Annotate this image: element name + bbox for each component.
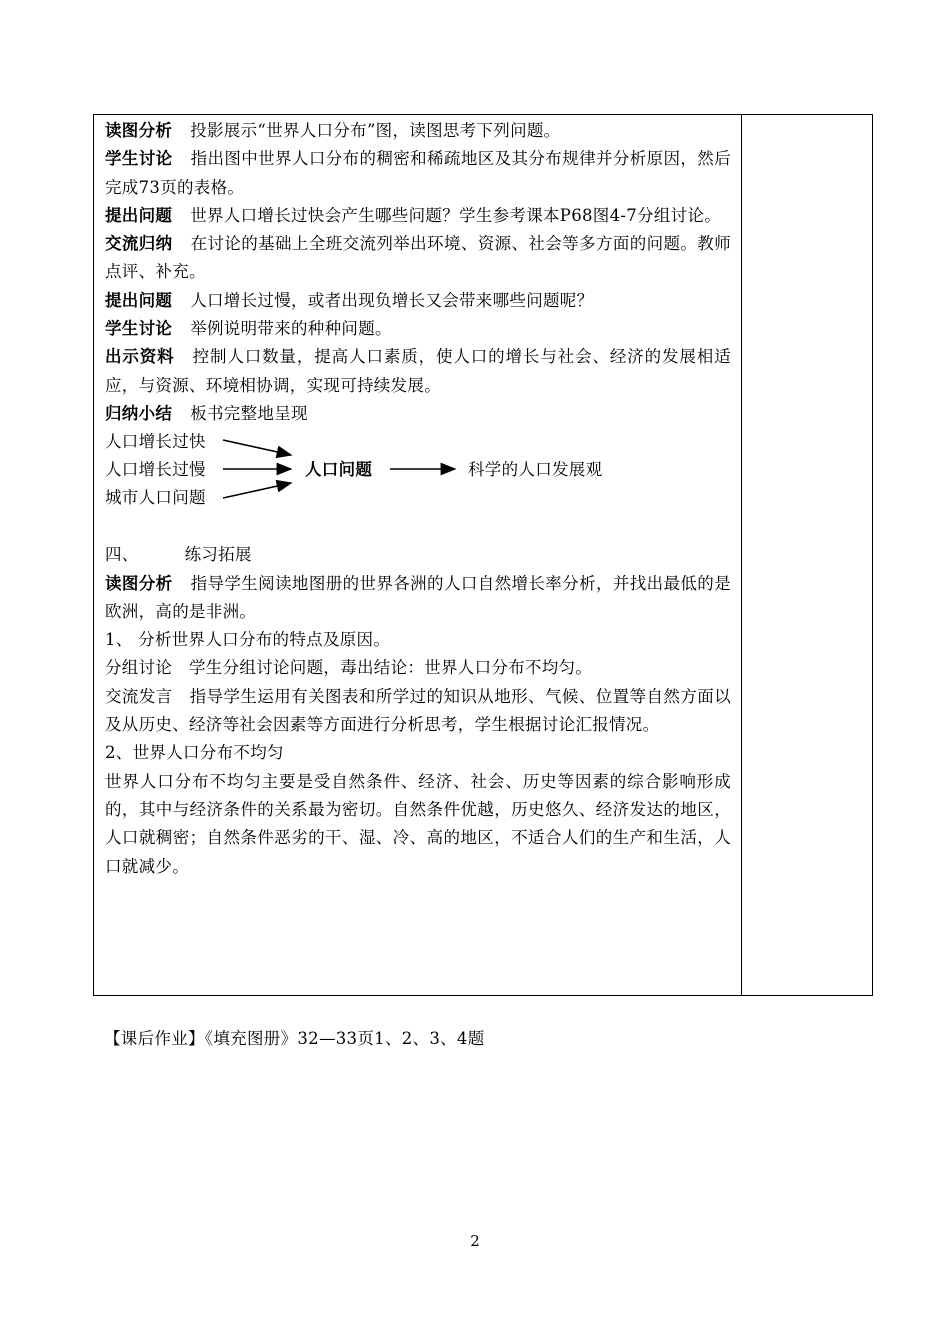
paragraph-text: 投影展示“世界人口分布”图，读图思考下列问题。 [190,121,561,140]
section-title-text: 练习拓展 [184,545,252,565]
flow-arrow-urban [223,483,291,498]
paragraph-student-discussion-2 [105,315,731,343]
flow-result: 科学的人口发展观 [468,460,603,480]
paragraph-text: 人口增长过慢，或者出现负增长又会带来哪些问题呢？ [190,290,594,310]
paragraph-exchange-summary [105,230,731,287]
exercise-explanation: 世界人口分布不均匀主要是受自然条件、经济、社会、历史等因素的综合影响形成的，其中与经济条件的关系最为密切。自然条件优越，历史悠久、经济发达的地区，人口就稠密；自然条件恶劣的干、湿、冷、高的地区，不适合人们的生产和生活，人口就减少。 [105,771,731,876]
spacer [105,513,731,541]
paragraph-tag: 学生讨论 [105,149,173,169]
homework-line: 【课后作业】《填充图册》32—33页1、2、3、4题 [104,1029,485,1048]
flow-center: 人口问题 [305,460,373,480]
paragraph-tag: 提出问题 [105,290,173,310]
column-divider [741,115,742,995]
exercise-exchange: 交流发言 指导学生运用有关图表和所学过的知识从地形、气候、位置等自然方面以及从历史、经济等社会因素等方面进行分析思考，学生根据讨论汇报情况。 [105,686,731,735]
paragraph-tag: 读图分析 [105,573,173,593]
flow-source-slow: 人口增长过慢 [105,460,206,480]
flow-source-urban: 城市人口问题 [105,488,206,508]
paragraph-read-map [105,117,731,145]
paragraph-student-discussion [105,145,731,202]
paragraph-summary [105,400,731,428]
lesson-content [105,117,731,881]
paragraph-text: 指导学生阅读地图册的世界各洲的人口自然增长率分析，并找出最低的是欧洲，高的是非洲。 [105,573,732,621]
paragraph-tag: 归纳小结 [105,403,173,423]
paragraph-tag: 提出问题 [105,205,173,225]
paragraph-tag: 出示资料 [105,347,175,367]
paragraph-text: 在讨论的基础上全班交流列举出环境、资源、社会等多方面的问题。教师点评、补充。 [105,234,732,282]
flow-arrow-fast [223,440,291,455]
paragraph-raise-question-2 [105,287,731,315]
section-number: 四、 [105,545,139,565]
paragraph-text: 控制人口数量，提高人口素质，使人口的增长与社会、经济的发展相适应，与资源、环境相协调，实现可持续发展。 [105,347,731,395]
paragraph-tag: 交流归纳 [105,234,173,254]
population-flow-diagram [105,428,731,513]
page-number: 2 [470,1232,480,1250]
paragraph-text: 板书完整地呈现 [190,403,308,423]
paragraph-show-material [105,343,731,400]
exercise-group-discussion: 分组讨论 学生分组讨论问题，毒出结论：世界人口分布不均匀。 [105,658,593,678]
paragraph-tag: 学生讨论 [105,319,173,339]
exercise-item-2: 2、世界人口分布不均匀 [105,743,284,763]
paragraph-tag: 读图分析 [105,121,173,140]
flow-source-fast: 人口增长过快 [105,432,206,452]
section-title [105,541,731,569]
lesson-table [93,114,873,996]
exercise-read-map [105,570,731,627]
paragraph-text: 指出图中世界人口分布的稠密和稀疏地区及其分布规律并分析原因，然后完成73页的表格。 [105,149,732,197]
paragraph-raise-question [105,202,731,230]
paragraph-text: 世界人口增长过快会产生哪些问题？学生参考课本P68图4-7分组讨论。 [190,205,722,225]
paragraph-text: 举例说明带来的种种问题。 [190,319,392,339]
flow-arrows [105,428,485,513]
exercise-item-1: 1、 分析世界人口分布的特点及原因。 [105,630,391,650]
